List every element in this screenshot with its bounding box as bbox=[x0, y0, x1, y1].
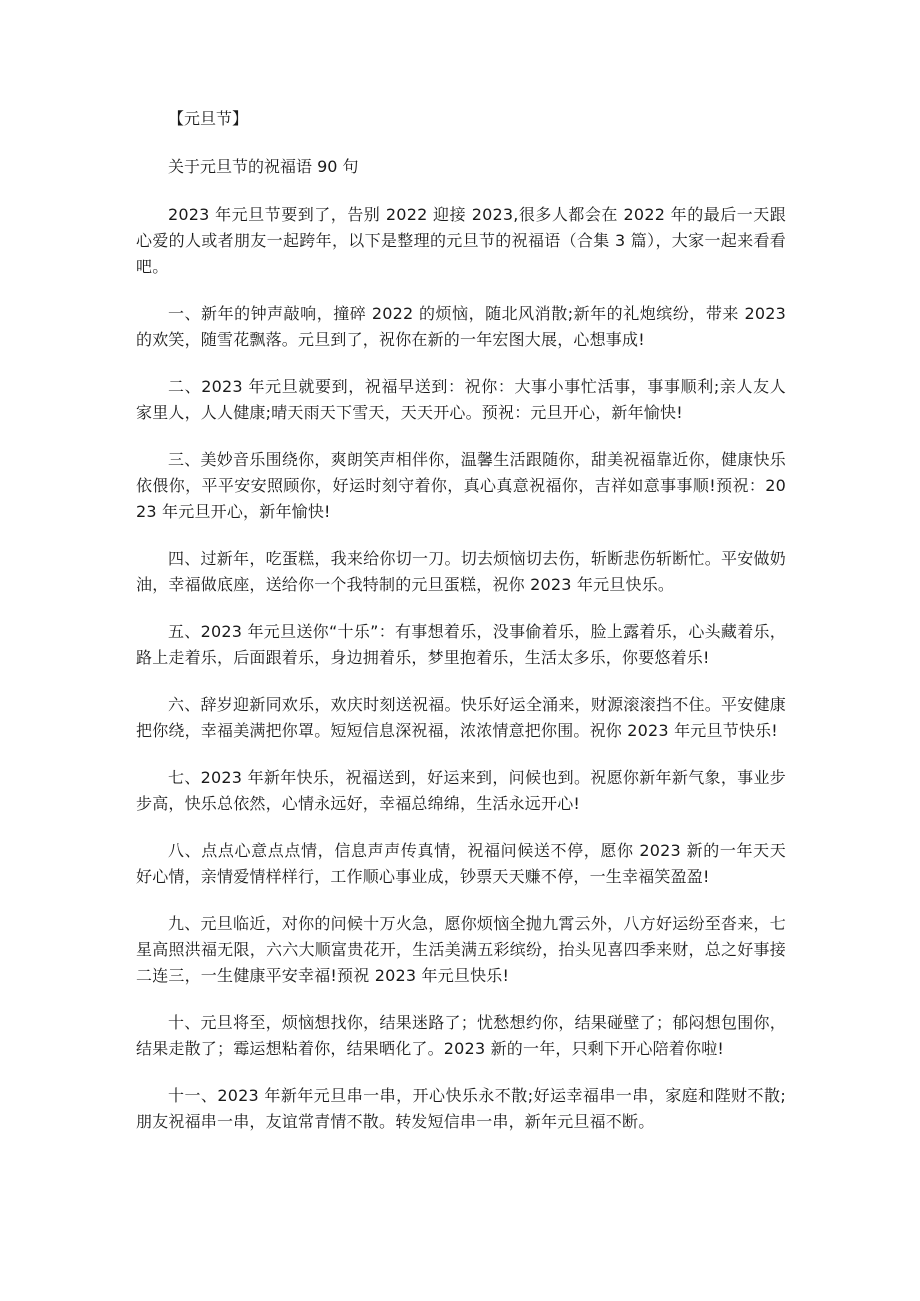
greeting-paragraph: 十、元旦将至，烦恼想找你，结果迷路了；忧愁想约你，结果碰壁了；郁闷想包围你，结果走散了；霉运想粘着你，结果晒化了。2023 新的一年，只剩下开心陪着你啦! bbox=[136, 1013, 786, 1058]
greeting-paragraph: 三、美妙音乐围绕你，爽朗笑声相伴你，温馨生活跟随你，甜美祝福靠近你，健康快乐依偎你，平平安安照顾你，好运时刻守着你，真心真意祝福你，吉祥如意事事顺!预祝：2023 年元旦开心，新年愉快! bbox=[136, 450, 786, 521]
greeting-paragraph: 九、元旦临近，对你的问候十万火急，愿你烦恼全抛九霄云外，八方好运纷至沓来，七星高照洪福无限，六六大顺富贵花开，生活美满五彩缤纷，抬头见喜四季来财，总之好事接二连三，一生健康平安幸福!预祝 2023 年元旦快乐! bbox=[136, 914, 786, 985]
section-header: 【元旦节】 bbox=[168, 109, 249, 128]
document-title: 关于元旦节的祝福语 90 句 bbox=[168, 157, 359, 176]
greeting-paragraph: 二、2023 年元旦就要到，祝福早送到：祝你：大事小事忙活事，事事顺利;亲人友人家里人，人人健康;晴天雨天下雪天，天天开心。预祝：元旦开心，新年愉快! bbox=[136, 377, 786, 422]
greeting-paragraph: 八、点点心意点点情，信息声声传真情，祝福问候送不停，愿你 2023 新的一年天天好心情，亲情爱情样样行，工作顺心事业成，钞票天天赚不停，一生幸福笑盈盈! bbox=[136, 841, 786, 886]
document-body bbox=[136, 106, 786, 1156]
greeting-paragraph: 六、辞岁迎新同欢乐，欢庆时刻送祝福。快乐好运全涌来，财源滚滚挡不住。平安健康把你绕，幸福美满把你罩。短短信息深祝福，浓浓情意把你围。祝你 2023 年元旦节快乐! bbox=[136, 695, 786, 740]
greeting-paragraph: 四、过新年，吃蛋糕，我来给你切一刀。切去烦恼切去伤，斩断悲伤斩断忙。平安做奶油，幸福做底座，送给你一个我特制的元旦蛋糕，祝你 2023 年元旦快乐。 bbox=[136, 549, 786, 594]
greeting-paragraph: 五、2023 年元旦送你“十乐”：有事想着乐，没事偷着乐，脸上露着乐，心头藏着乐，路上走着乐，后面跟着乐，身边拥着乐，梦里抱着乐，生活太多乐，你要悠着乐! bbox=[136, 622, 786, 667]
greeting-paragraph: 七、2023 年新年快乐，祝福送到，好运来到，问候也到。祝愿你新年新气象，事业步步高，快乐总依然，心情永远好，幸福总绵绵，生活永远开心! bbox=[136, 768, 786, 813]
greeting-paragraph: 一、新年的钟声敲响，撞碎 2022 的烦恼，随北风消散;新年的礼炮缤纷，带来 2023 的欢笑，随雪花飘落。元旦到了，祝你在新的一年宏图大展，心想事成! bbox=[136, 304, 786, 349]
greeting-paragraph: 十一、2023 年新年元旦串一串，开心快乐永不散;好运幸福串一串，家庭和陛财不散;朋友祝福串一串，友谊常青情不散。转发短信串一串，新年元旦福不断。 bbox=[136, 1086, 786, 1131]
intro-paragraph: 2023 年元旦节要到了，告别 2022 迎接 2023,很多人都会在 2022 年的最后一天跟心爱的人或者朋友一起跨年，以下是整理的元旦节的祝福语（合集 3 篇），大家一起来看看吧。 bbox=[136, 205, 786, 276]
